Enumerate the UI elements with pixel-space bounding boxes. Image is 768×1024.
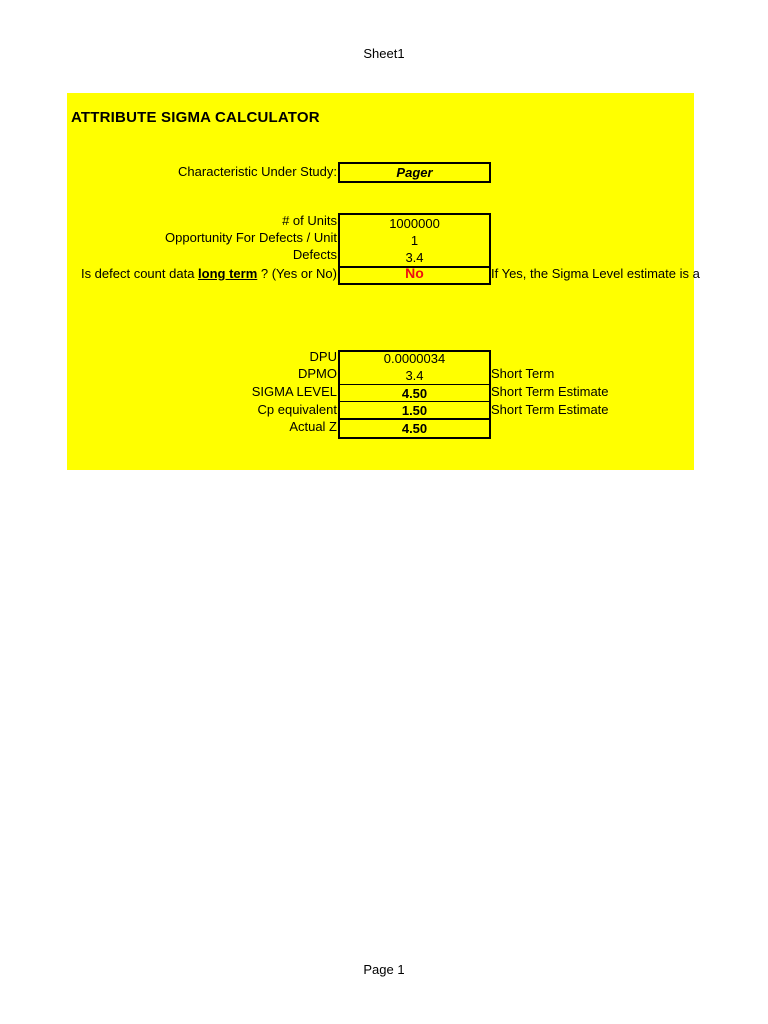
inputs-box: [338, 213, 491, 268]
characteristic-label: Characteristic Under Study:: [178, 164, 337, 179]
sigma-level-label: SIGMA LEVEL: [251, 384, 337, 399]
sigma-level-value: 4.50: [401, 386, 428, 401]
defects-label: Defects: [292, 247, 337, 262]
calculator-title: ATTRIBUTE SIGMA CALCULATOR: [71, 109, 320, 126]
sigma-level-note: Short Term Estimate: [491, 384, 609, 399]
cp-equivalent-label: Cp equivalent: [257, 402, 337, 417]
sigma-level-box: [338, 384, 491, 402]
dpmo-label: DPMO: [298, 366, 337, 381]
units-label: # of Units: [282, 213, 337, 228]
actual-z-value: 4.50: [401, 421, 428, 436]
opportunity-label: Opportunity For Defects / Unit: [165, 230, 337, 245]
cp-equivalent-note: Short Term Estimate: [491, 402, 609, 417]
long-term-suffix: ? (Yes or No): [257, 266, 337, 281]
defects-field[interactable]: 3.4: [405, 250, 424, 265]
long-term-prefix: Is defect count data: [80, 266, 199, 281]
opportunity-field[interactable]: 1: [410, 233, 419, 248]
dpu-dpmo-box: [338, 350, 491, 386]
cp-equivalent-value: 1.50: [401, 403, 428, 418]
actual-z-box: [338, 418, 491, 439]
dpu-value: 0.0000034: [383, 351, 446, 366]
dpmo-value: 3.4: [405, 368, 424, 383]
long-term-question: [81, 265, 337, 282]
actual-z-label: Actual Z: [289, 419, 337, 434]
long-term-field[interactable]: No: [405, 265, 424, 281]
sheet-name-header: Sheet1: [363, 46, 405, 61]
long-term-note: If Yes, the Sigma Level estimate is a: [491, 266, 700, 281]
units-field[interactable]: 1000000: [389, 216, 440, 231]
page-number-footer: Page 1: [363, 962, 405, 977]
cp-equivalent-box: [338, 401, 491, 419]
characteristic-field[interactable]: Pager: [338, 162, 491, 183]
dpu-label: DPU: [309, 349, 337, 364]
dpmo-note: Short Term: [491, 366, 555, 381]
long-term-emphasis: long term: [198, 266, 258, 281]
long-term-box: [338, 266, 491, 285]
